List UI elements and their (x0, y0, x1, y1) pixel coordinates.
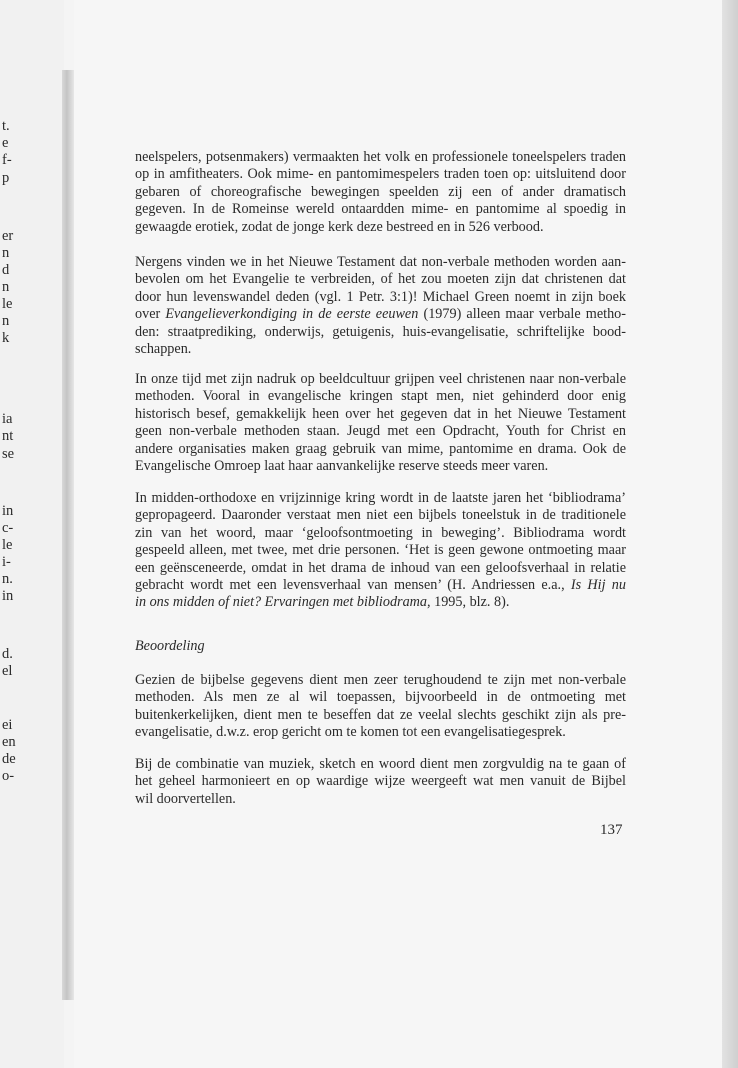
paragraph-line (135, 773, 626, 790)
italic-text: Evangelieverkondiging in de eerste eeuwen (165, 306, 419, 323)
left-page-text-fragment: p (2, 170, 10, 186)
text-segment: gebracht wordt met een levensverhaal van mensen’ (H. Andriessen e.a., (135, 577, 571, 593)
left-page-text-fragment: se (2, 446, 15, 462)
left-page-text-fragment: o- (2, 768, 15, 784)
left-page-text-fragment: in (2, 503, 14, 519)
paragraph-line (135, 756, 626, 773)
text-segment: gegeven. In de Romeinse wereld ontaardden mime- en pantomime al spoedig in (135, 201, 626, 218)
paragraph-line (135, 507, 626, 524)
paragraph-line (135, 324, 626, 341)
paragraph-line (135, 672, 626, 689)
text-segment: gebaren of choreografische bewegingen speelden zij een of ander dramatisch (135, 183, 626, 200)
text-segment: wil doorvertellen. (135, 790, 236, 807)
book-gutter (62, 70, 74, 1000)
text-segment: methoden. Vooral in evangelische kringen stapt men, niet gehinderd door enig (135, 388, 626, 405)
text-segment: schappen. (135, 341, 192, 357)
paragraph-line (135, 406, 626, 423)
text-segment: historisch besef, gemakkelijk heen over het gegeven dat in het Nieuwe Testament (135, 405, 626, 422)
paragraph-line (135, 525, 626, 542)
paragraph-line (135, 388, 626, 405)
paragraph-line (135, 689, 626, 706)
left-page-text-fragment: n (2, 313, 10, 329)
text-segment: Gezien de bijbelse gegevens dient men zeer terughoudend te zijn met non-verbale (135, 672, 626, 688)
paragraph-line (135, 271, 626, 288)
paragraph-line (135, 254, 626, 271)
paragraph-line (135, 184, 626, 201)
left-page-text-fragment: in (2, 588, 14, 604)
left-page-text-fragment: k (2, 330, 10, 346)
left-page-text-fragment: ia (2, 411, 13, 427)
paragraph-line (135, 201, 626, 218)
text-segment: Nergens vinden we in het Nieuwe Testament dat non-verbale methoden worden aan- (135, 254, 626, 270)
paragraph-line (135, 724, 626, 741)
left-page-text-fragment: n (2, 279, 10, 295)
left-page-text-fragment: le (2, 537, 13, 553)
left-page-text-fragment: d (2, 262, 10, 278)
left-page-text-fragment: i- (2, 554, 11, 570)
left-page-text-fragment: n. (2, 571, 13, 587)
paragraph-line (135, 341, 626, 358)
text-segment: door hun levenswandel deden (vgl. 1 Petr. 3:1)! Michael Green noemt in zijn boek (135, 288, 626, 305)
italic-text: in ons midden of niet? Ervaringen met bibliodrama (135, 594, 428, 611)
paragraph-line (135, 423, 626, 440)
paragraph-line (135, 306, 626, 323)
paragraph-line (135, 441, 626, 458)
left-page-text-fragment: ei (2, 717, 13, 733)
left-page-text-fragment: f- (2, 152, 12, 168)
text-segment: evangelisatie, d.w.z. erop gericht om te komen tot een evangelisatiegesprek. (135, 724, 566, 741)
paragraph-line (135, 371, 626, 388)
left-page-text-fragment: nt (2, 428, 14, 444)
text-segment: andere organisaties maken graag gebruik van mime, pantomime en drama. Ook de (135, 440, 626, 457)
text-segment: zin van het woord, maar ‘geloofsontmoeting in beweging’. Bibliodrama wordt (135, 524, 626, 541)
paragraph-line (135, 791, 626, 808)
text-segment: (1979) alleen maar verbale metho- (418, 306, 626, 323)
paragraph-line (135, 542, 626, 559)
paragraph-line (135, 289, 626, 306)
text-segment: gewaagde erotiek, zodat de jonge kerk deze bestreed en in 526 verbood. (135, 218, 544, 235)
paragraph-line (135, 594, 626, 611)
text-segment: geen non-verbale methoden staan. Jeugd met een Opdracht, Youth for Christ en (135, 423, 626, 440)
paragraph-line (135, 149, 626, 166)
text-segment: Bij de combinatie van muziek, sketch en woord dient men zorgvuldig na te gaan of (135, 756, 626, 772)
left-page-text-fragment: le (2, 296, 13, 312)
text-segment: een geënsceneerde, omdat in het drama de inhoud van een geloofsverhaal in relatie (135, 559, 626, 576)
paragraph-line (135, 707, 626, 724)
left-page-text-fragment: de (2, 751, 16, 767)
text-segment: gespeeld alleen, met twee, met drie personen. ‘Het is geen gewone ontmoeting maar (135, 542, 626, 559)
text-segment: bevolen om het Evangelie te verbreiden, of het zou moeten zijn dat christenen dat (135, 271, 626, 288)
text-segment: buitenkerkelijken, dient men te beseffen dat ze veelal slechts geschikt zijn als pre- (135, 706, 626, 723)
left-page-text-fragment: t. (2, 118, 10, 134)
paragraph-line (135, 458, 626, 475)
text-segment: In midden-orthodoxe en vrijzinnige kring wordt in de laatste jaren het ‘bibliodrama’ (135, 490, 626, 506)
text-segment: over (135, 306, 166, 323)
paragraph-line (135, 166, 626, 183)
text-segment: methoden. Als men ze al wil toepassen, bijvoorbeeld in de ontmoeting met (135, 689, 626, 706)
left-page-text-fragment: d. (2, 646, 13, 662)
text-segment: den: straatprediking, onderwijs, getuigenis, huis-evangelisatie, schriftelijke bood- (135, 323, 626, 340)
paragraph-line (135, 490, 626, 507)
text-segment: op in amfitheaters. Ook mime- en pantomimespelers traden toen op: uitsluitend door (135, 166, 626, 183)
page-number: 137 (600, 822, 623, 838)
text-segment: gepropageerd. Daaronder verstaat men niet een bijbels toneelstuk in de traditionele (135, 507, 626, 524)
text-segment: neelspelers, potsenmakers) vermaakten het volk en professionele toneelspelers traden (135, 149, 626, 165)
left-page-text-fragment: n (2, 245, 10, 261)
italic-text: Is Hij nu (570, 577, 626, 593)
text-segment: In onze tijd met zijn nadruk op beeldcultuur grijpen veel christenen naar non-verbale (135, 371, 626, 387)
left-page-edge (0, 0, 64, 1068)
text-segment: Evangelische Omroep laat haar aanvankelijke reserve steeds meer varen. (135, 458, 549, 474)
page-right-edge (722, 0, 738, 1068)
text-segment: het geheel harmonieert en op waardige wijze weergeeft wat men vanuit de Bijbel (135, 773, 626, 790)
left-page-text-fragment: c- (2, 520, 14, 536)
paragraph-line (135, 560, 626, 577)
left-page-text-fragment: e (2, 135, 9, 151)
left-page-text-fragment: er (2, 228, 14, 244)
paragraph-line (135, 219, 626, 236)
section-heading: Beoordeling (135, 638, 205, 654)
paragraph-line (135, 577, 626, 594)
text-segment: , 1995, blz. 8). (427, 594, 510, 611)
left-page-text-fragment: en (2, 734, 16, 750)
left-page-text-fragment: el (2, 663, 13, 679)
